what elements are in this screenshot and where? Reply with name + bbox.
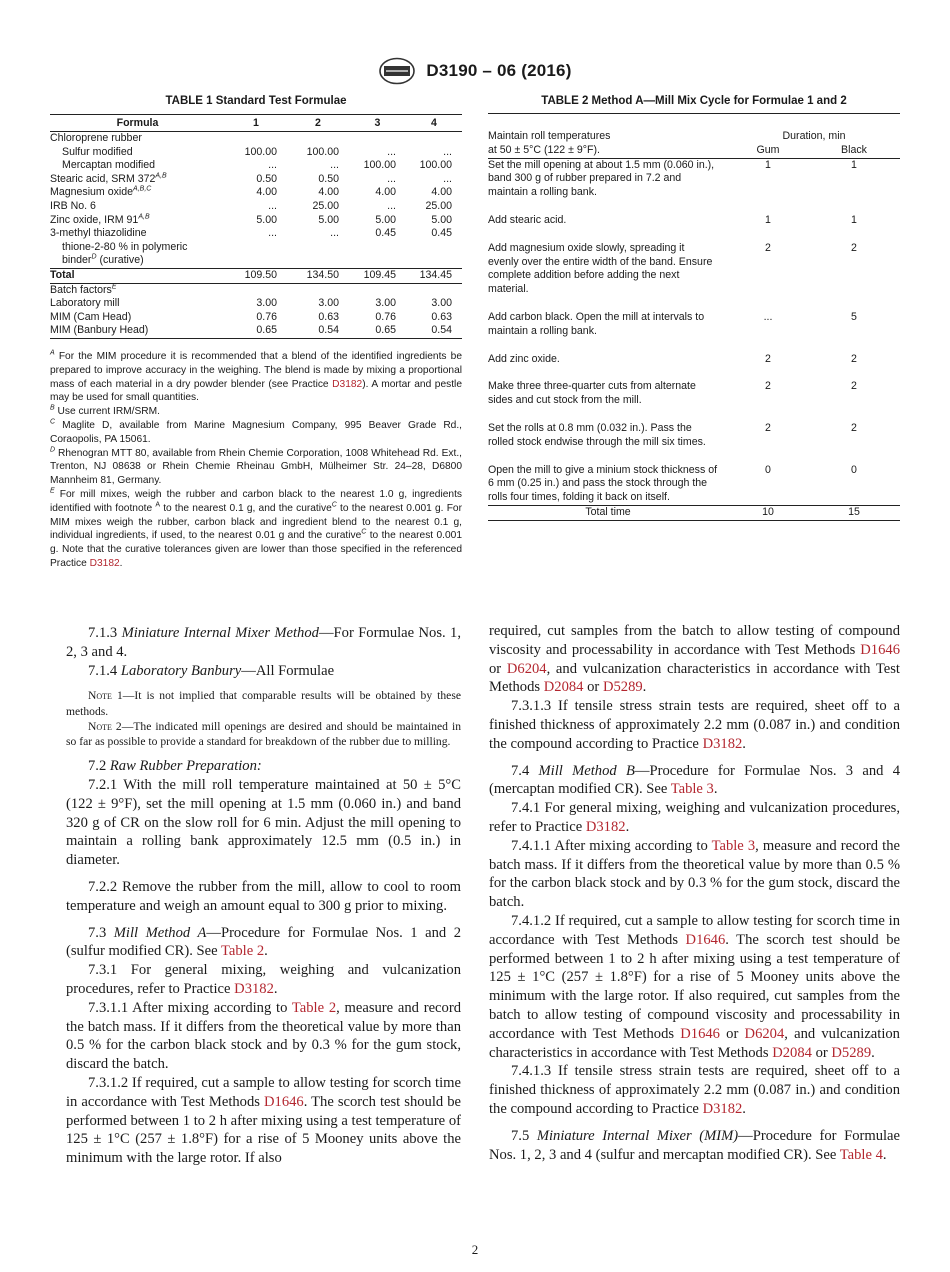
table2-step-row	[488, 158, 900, 214]
table1-row	[50, 200, 462, 214]
table1-cell: 100.00	[244, 145, 277, 158]
section-7-4-1-3: 7.4.1.3 If tensile stress strain tests are required, sheet off to a finished thickness of approximately 2.2 mm (0.087 in.) and condition the compound according to Practice D3182.	[489, 1063, 900, 1117]
table1-cell: ...	[268, 159, 277, 172]
table1-col-header: Formula	[50, 115, 225, 132]
table2-black-value: 2	[851, 241, 857, 254]
table1-cell: ...	[268, 199, 277, 212]
link-d1646[interactable]: D1646	[263, 1093, 304, 1110]
table2-gum-value: ...	[763, 310, 773, 323]
table1-cell	[225, 241, 287, 255]
table1-cell: 3.00	[318, 297, 339, 310]
table1	[50, 114, 462, 339]
table2-step-text: Add zinc oxide.	[488, 352, 560, 365]
table1-cell	[349, 241, 406, 255]
table1-row-label: 3-methyl thiazolidine	[50, 227, 147, 240]
link-table-3[interactable]: Table 3	[711, 837, 756, 854]
link-d6204[interactable]: D6204	[744, 1025, 785, 1042]
table1-cell: 0.54	[406, 324, 462, 338]
table1-cell: 109.45	[349, 268, 406, 283]
section-7-3: 7.3 Mill Method A—Procedure for Formulae Nos. 1 and 2 (sulfur modified CR). See Table 2.	[66, 924, 461, 960]
table2-gum-value: 1	[765, 213, 771, 226]
link-d1646[interactable]: D1646	[680, 1025, 720, 1042]
table1-row-label: Sulfur modified	[62, 145, 133, 158]
link-d1646[interactable]: D1646	[685, 931, 726, 948]
table1-row	[50, 254, 462, 268]
table1-row	[50, 159, 462, 173]
table2-gum-value: 2	[765, 352, 771, 365]
section-7-2: 7.2 Raw Rubber Preparation:	[88, 758, 262, 775]
footnote-e: $^E$ For mill mixes, weigh the rubber and carbon black to the nearest 1.0 g, ingredients identified with footnote $^A$ to the nearest 0.1 g, and the curative$^C$ to the nearest 0.001 g. For MIM mixes weigh the rubber, carbon black and ingredient blend to the nearest 0.1 g, individual ingredients, if used, to the nearest 0.01 g and the curative$^C$ to the nearest 0.001 g. Note that the curative tolerances given are lower than those specified in the referenced Practice D3182.	[50, 487, 462, 569]
table1-cell: ...	[387, 145, 396, 158]
table1-cell: 0.76	[375, 310, 396, 323]
table2-step-row	[488, 214, 900, 242]
table1-cell: ...	[268, 227, 277, 240]
table1-caption: TABLE 1 Standard Test Formulae	[165, 95, 347, 107]
section-7-3-1-2-cont: required, cut samples from the batch to allow testing of compound viscosity and processability in accordance with Test Methods D1646 or D6204, and vulcanization characteristics in accordance with Test Methods D2084 or D5289.	[489, 623, 900, 696]
section-7-4-1-2: 7.4.1.2 If required, cut a sample to allow testing for scorch time in accordance with Test Methods D1646. The scorch test should be performed between 1 to 2 h after mixing using a test temperature of 125 ± 1°C (257 ± 1.8°F) for a rise of 5 Mooney units above the minimum with the large rotor. If also required, cut samples from the batch to allow testing of compound viscosity and processability in accordance with Test Methods D1646 or D6204, and vulcanization characteristics in accordance with Test Methods D2084 or D5289.	[489, 912, 900, 1061]
table2-total-row	[488, 505, 900, 520]
table2-black-value: 2	[851, 380, 857, 393]
table1-cell: 0.65	[349, 324, 406, 338]
table1-cell: 134.50	[287, 268, 349, 283]
table1-cell	[349, 254, 406, 268]
table1-row-label: Batch factors$^E$	[50, 283, 117, 296]
page-number: 2	[471, 1242, 479, 1257]
table1-row-label: Total	[50, 268, 225, 283]
link-d2084[interactable]: D2084	[772, 1044, 812, 1061]
table1-header-row	[50, 115, 462, 132]
table1-row	[50, 132, 462, 146]
table2-step-text: Set the mill opening at about 1.5 mm (0.060 in.), band 300 g of rubber prepared in 7.2 and maintain a rolling bank.	[488, 158, 728, 214]
table1-col-header: 2	[287, 115, 349, 132]
table2-step-text: Add magnesium oxide slowly, spreading it evenly over the entire width of the band. Ensure complete addition before adding the next material.	[488, 241, 713, 296]
table2-black-value: 1	[851, 213, 857, 226]
table2-gum-value: 2	[765, 241, 771, 254]
table2-step-row	[488, 464, 900, 506]
table1-cell: 0.45	[431, 227, 452, 240]
table1-cell: 0.50	[318, 172, 339, 185]
table1-row	[50, 268, 462, 283]
link-table-2[interactable]: Table 2	[220, 943, 265, 960]
table1-cell: 0.65	[225, 324, 287, 338]
table2-step-text: Open the mill to give a minium stock thickness of 6 mm (0.25 in.) and pass the stock through the rolls four times, folding it back on itself.	[488, 463, 718, 504]
table1-row	[50, 311, 462, 325]
section-7-3-1-3: 7.3.1.3 If tensile stress strain tests are required, sheet off to a finished thickness of approximately 2.2 mm (0.087 in.) and condition the compound according to Practice D3182.	[489, 698, 900, 752]
table2-step-text: Add stearic acid.	[488, 213, 567, 226]
link-d5289[interactable]: D5289	[831, 1044, 872, 1061]
table1-row	[50, 173, 462, 187]
table1-row	[50, 324, 462, 338]
table2-step-row	[488, 353, 900, 381]
table1-cell	[287, 283, 349, 297]
table2-caption: TABLE 2 Method A—Mill Mix Cycle for Formulae 1 and 2	[541, 95, 847, 107]
table2-gum-value: 0	[765, 463, 771, 476]
section-7-3-1-1: 7.3.1.1 After mixing according to Table 2, measure and record the batch mass. If it differs from the theoretical value by more than 0.5 % for the carbon black stock and by 0.3 % for the gum stock, discard the batch.	[66, 999, 461, 1073]
page-header	[0, 57, 950, 85]
body-column-right	[489, 622, 900, 1164]
table2-step-row	[488, 380, 900, 422]
table1-row-label: Zinc oxide, IRM $91^{A,B}$	[50, 213, 150, 226]
table2-gum-value: 1	[728, 158, 808, 214]
table1-cell: 0.50	[256, 172, 277, 185]
astm-logo-icon	[378, 57, 416, 85]
section-7-3-1-2: 7.3.1.2 If required, cut a sample to allow testing for scorch time in accordance with Test Methods D1646. The scorch test should be performed between 1 to 2 h after mixing using a test temperature of 125 ± 1°C (257 ± 1.8°F) for a rise of 5 Mooney units above the minimum with the large rotor. If also	[66, 1074, 461, 1167]
table2-total-label: Total time	[488, 505, 728, 520]
table1-row	[50, 241, 462, 255]
link-d6204[interactable]: D6204	[506, 660, 547, 677]
table2-total-black: 15	[808, 505, 900, 520]
table1-cell: 4.00	[431, 186, 452, 199]
section-7-1-4: 7.1.4 Laboratory Banbury—All Formulae	[88, 662, 335, 679]
body-column-left	[66, 624, 461, 1168]
section-7-1-3: 7.1.3 Miniature Internal Mixer Method—For Formulae Nos. 1, 2, 3 and 4.	[66, 625, 461, 660]
link-d2084[interactable]: D2084	[543, 679, 584, 696]
table1-row-label: IRB No. 6	[50, 199, 96, 212]
table2-header-text: Maintain roll temperatures	[488, 114, 728, 144]
table1-cell: 0.54	[287, 324, 349, 338]
table1-cell: 5.00	[375, 213, 396, 226]
section-7-5: 7.5 Miniature Internal Mixer (MIM)—Procedure for Formulae Nos. 1, 2, 3 and 4 (sulfur and mercaptan modified CR). See Table 4.	[489, 1127, 901, 1163]
table1-col-header: 3	[349, 115, 406, 132]
table1-cell	[287, 241, 349, 255]
table1-cell	[406, 283, 462, 297]
table1-cell: 0.45	[375, 227, 396, 240]
table2-header-row	[488, 114, 900, 144]
table2-step-row	[488, 422, 900, 464]
table2-black-value: 5	[851, 310, 857, 323]
section-7-2-1: 7.2.1 With the mill roll temperature maintained at 50 ± 5°C (122 ± 9°F), set the mill opening at 1.5 mm (0.060 in.) and band 320 g of CR on the slow roll for 6 min. Adjust the mill opening to maintain a rolling bank approximately 12.5 mm (0.5 in.) in diameter.	[66, 777, 461, 869]
table1-cell: 25.00	[312, 199, 339, 212]
footnote-d: $^D$ Rhenogran MTT 80, available from Rhein Chemie Corporation, 1008 Whitehead Rd. Ext., Trenton, NJ 08638 or Rhein Chemie Rheinau GmbH, Mülheimer Str. 24–28, D6800 Mannheim 81, Germany.	[50, 446, 462, 487]
table1-row	[50, 214, 462, 228]
table1-cell: 25.00	[425, 199, 452, 212]
table2-header-row2	[488, 144, 900, 158]
table1-cell: 4.00	[318, 186, 339, 199]
table2-black-value: 0	[851, 463, 857, 476]
table1-cell: 100.00	[306, 145, 339, 158]
table1-footnotes	[50, 350, 462, 571]
table1-cell: ...	[387, 172, 396, 185]
table2-step-row	[488, 242, 900, 311]
link-table-2[interactable]: Table 2	[291, 999, 337, 1016]
table2-col-black: Black	[841, 143, 867, 156]
table1-cell: 134.45	[406, 268, 462, 283]
table1-row-label: MIM (Cam Head)	[50, 310, 132, 323]
table1-cell	[287, 132, 349, 146]
table1-cell: 100.00	[419, 159, 452, 172]
table2-step-text: Add carbon black. Open the mill at intervals to maintain a rolling bank.	[488, 310, 705, 337]
table1-row-label: Laboratory mill	[50, 297, 120, 310]
footnote-a: $^A$ For the MIM procedure it is recommended that a blend of the identified ingredients be prepared to improve accuracy in the weighing. The blend is made by mixing a proportional mass of each material in a dry powder blender (see Practice D3182). A mortar and pestle may be used for small quantities.	[50, 349, 462, 404]
section-7-4-1-1: 7.4.1.1 After mixing according to Table 3, measure and record the batch mass. If it differs from the theoretical value by more than 0.5 % for the carbon black stock and by 0.3 % for the gum stock, discard the batch.	[489, 837, 900, 911]
section-7-2-2: 7.2.2 Remove the rubber from the mill, allow to cool to room temperature and weigh an amount equal to 300 g prior to mixing.	[66, 878, 461, 914]
table1-cell: ...	[330, 227, 339, 240]
table1-cell	[287, 254, 349, 268]
table1-cell	[406, 132, 462, 146]
section-7-3-1: 7.3.1 For general mixing, weighing and vulcanization procedures, refer to Practice D3182.	[66, 962, 461, 997]
link-d3182[interactable]: D3182	[332, 378, 363, 390]
table1-row-label: Stearic acid, SRM $372^{A,B}$	[50, 172, 167, 185]
table1-row-label: Mercaptan modified	[62, 159, 156, 172]
table1-col-header: 1	[225, 115, 287, 132]
table1-row-label: Magnesium oxide$^{A,B,C}$	[50, 185, 152, 199]
table1-row-label: thione-2-80 % in polymeric	[62, 240, 188, 253]
table2-step-row	[488, 311, 900, 353]
table1-row-label: MIM (Banbury Head)	[50, 324, 225, 338]
table1-cell: 5.00	[431, 213, 452, 226]
table2-black-value: 1	[808, 158, 900, 214]
table2-gum-value: 2	[765, 380, 771, 393]
table1-row	[50, 297, 462, 311]
section-7-4: 7.4 Mill Method B—Procedure for Formulae Nos. 3 and 4 (mercaptan modified CR). See Table 3.	[489, 762, 901, 798]
link-d3182[interactable]: D3182	[89, 557, 120, 569]
table1-cell	[349, 132, 406, 146]
table1-row-label: Chloroprene rubber	[50, 132, 142, 144]
link-d3182[interactable]: D3182	[585, 818, 626, 835]
table1-cell	[406, 254, 462, 268]
note-2: Note 2—The indicated mill openings are desired and should be maintained in so far as possible to provide a standard for breakdown of the rubber due to milling.	[66, 719, 461, 748]
table1-cell	[349, 283, 406, 297]
table1-row	[50, 186, 462, 200]
table1-cell: 109.50	[225, 268, 287, 283]
footnote-b: $^B$ Use current IRM/SRM.	[50, 404, 160, 418]
table2-gum-value: 2	[765, 421, 771, 434]
table2-duration-header: Duration, min	[728, 114, 900, 144]
link-d1646[interactable]: D1646	[860, 641, 900, 658]
note-1: Note 1—It is not implied that comparable results will be obtained by these methods.	[66, 689, 461, 718]
table2-header-text-2: at 50 ± 5°C (122 ± 9°F).	[488, 143, 600, 156]
table1-cell: 3.00	[256, 297, 277, 310]
table1-cell: 3.00	[375, 297, 396, 310]
footnote-c: $^C$ Maglite D, available from Marine Magnesium Company, 995 Beaver Grade Rd., Coraopolis, PA 15061.	[50, 418, 462, 445]
table1-row	[50, 283, 462, 297]
table2-black-value: 2	[851, 352, 857, 365]
table1-row-label: binder$^D$ (curative)	[62, 253, 144, 267]
table2-col-gum: Gum	[756, 143, 780, 156]
table1-cell: ...	[387, 199, 396, 212]
table1-cell	[225, 254, 287, 268]
table1-cell: ...	[443, 172, 452, 185]
table1-cell: 5.00	[318, 213, 339, 226]
table1-cell: 4.00	[375, 186, 396, 199]
table2-step-text: Set the rolls at 0.8 mm (0.032 in.). Pass the rolled stock endwise through the mill six times.	[488, 421, 706, 448]
document-designation: D3190 – 06 (2016)	[426, 61, 572, 80]
table2-step-text: Make three three-quarter cuts from alternate sides and cut stock from the mill.	[488, 380, 696, 407]
table2-total-gum: 10	[728, 505, 808, 520]
link-d3182[interactable]: D3182	[702, 1100, 743, 1117]
table1-cell: 0.63	[431, 310, 452, 323]
table1-cell: 4.00	[256, 186, 277, 199]
link-d3182[interactable]: D3182	[234, 980, 274, 997]
table1-cell: 5.00	[256, 213, 277, 226]
table1-col-header: 4	[406, 115, 462, 132]
table1-row	[50, 146, 462, 160]
table1-cell: 3.00	[431, 297, 452, 310]
table1-row	[50, 227, 462, 241]
table1-cell: ...	[443, 145, 452, 158]
section-7-4-1: 7.4.1 For general mixing, weighing and vulcanization procedures, refer to Practice D3182.	[489, 800, 900, 835]
table1-cell	[406, 241, 462, 255]
link-d3182[interactable]: D3182	[702, 735, 743, 752]
table2	[488, 113, 900, 521]
table1-cell: 100.00	[363, 159, 396, 172]
table1-cell: 0.76	[256, 310, 277, 323]
table2-black-value: 2	[851, 421, 857, 434]
link-d5289[interactable]: D5289	[602, 679, 643, 696]
link-table-3[interactable]: Table 3	[670, 781, 714, 798]
table1-cell	[225, 283, 287, 297]
table1-cell: ...	[330, 159, 339, 172]
link-table-4[interactable]: Table 4	[839, 1146, 883, 1163]
table1-cell: 0.63	[318, 310, 339, 323]
table1-cell	[225, 132, 287, 146]
